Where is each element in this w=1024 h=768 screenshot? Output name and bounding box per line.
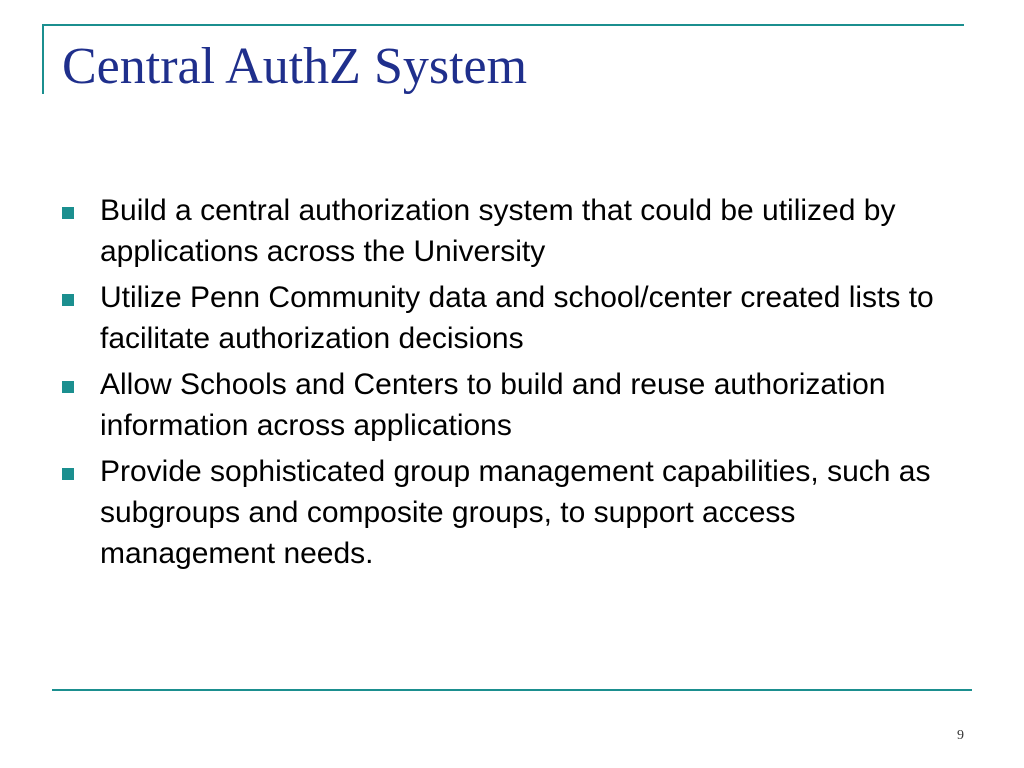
bullet-list [62, 190, 942, 579]
slide-title: Central AuthZ System [62, 38, 528, 95]
bullet-text: Utilize Penn Community data and school/center created lists to facilitate authorization decisions [100, 281, 934, 355]
page-number: 9 [957, 728, 964, 743]
bullet-text: Build a central authorization system that could be utilized by applications across the University [100, 194, 896, 268]
bullet-item [62, 277, 942, 359]
bullet-item [62, 451, 942, 574]
bullet-text: Provide sophisticated group management capabilities, such as subgroups and composite groups, to support access management needs. [100, 455, 931, 570]
bullet-item [62, 364, 942, 446]
square-bullet-icon [62, 294, 74, 306]
left-rule [42, 24, 44, 94]
bullet-text: Allow Schools and Centers to build and reuse authorization information across applications [100, 368, 886, 442]
bullet-item [62, 190, 942, 272]
square-bullet-icon [62, 207, 74, 219]
square-bullet-icon [62, 381, 74, 393]
top-rule [42, 24, 964, 26]
bottom-rule [52, 689, 972, 691]
square-bullet-icon [62, 468, 74, 480]
